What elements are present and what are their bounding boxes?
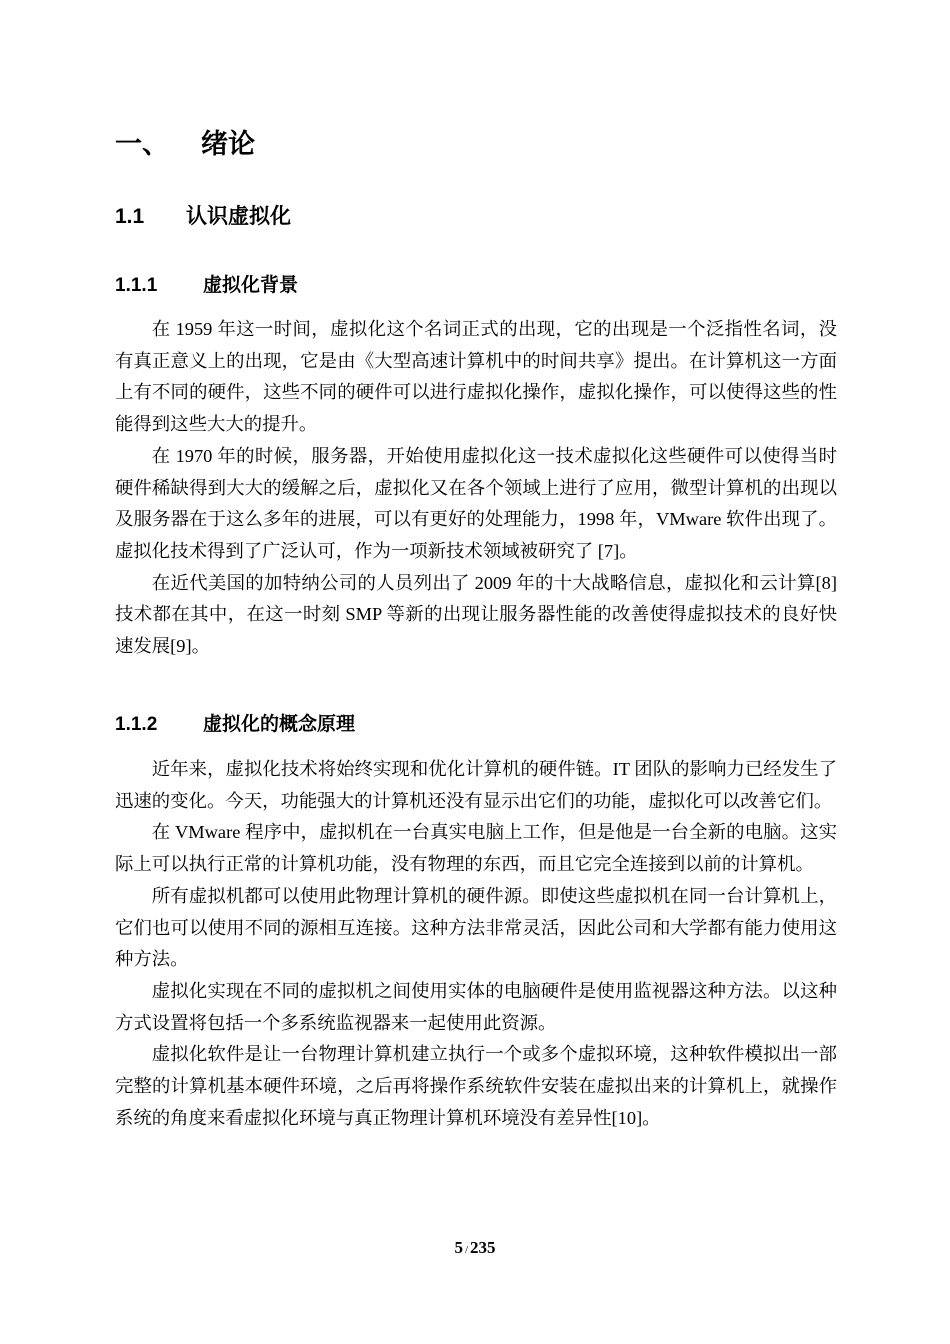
chapter-title: 绪论 <box>201 129 255 159</box>
subsection-heading <box>115 709 355 736</box>
paragraph: 近年来，虚拟化技术将始终实现和优化计算机的硬件链。IT 团队的影响力已经发生了迅速的变化。今天，功能强大的计算机还没有显示出它们的功能，虚拟化可以改善它们。 <box>115 759 837 811</box>
paragraph: 虚拟化实现在不同的虚拟机之间使用实体的电脑硬件是使用监视器这种方法。以这种方式设置将包括一个多系统监视器来一起使用此资源。 <box>115 980 837 1033</box>
subsection-number: 1.1.2 <box>115 714 158 735</box>
subsection-body <box>115 314 837 663</box>
paragraph: 在 1970 年的时候，服务器，开始使用虚拟化这一技术虚拟化这些硬件可以使得当时硬件稀缺得到大大的缓解之后，虚拟化又在各个领域上进行了应用，微型计算机的出现以及服务器在于这么多年的进展，可以有更好的处理能力，1998 年，VMware 软件出现了。虚拟化技术得到了广泛认可，作为一项新技术领域被研究了 [7]。 <box>115 445 837 561</box>
current-page: 5 <box>454 1238 463 1257</box>
section-heading <box>115 200 291 230</box>
chapter-number: 一、 <box>115 129 169 159</box>
chapter-heading <box>115 122 255 161</box>
total-pages: 235 <box>470 1238 496 1257</box>
subsection-title: 虚拟化的概念原理 <box>203 714 356 735</box>
section-title: 认识虚拟化 <box>186 205 291 228</box>
subsection-heading <box>115 270 298 297</box>
paragraph: 所有虚拟机都可以使用此物理计算机的硬件源。即使这些虚拟机在同一台计算机上，它们也可以使用不同的源相互连接。这种方法非常灵活，因此公司和大学都有能力使用这种方法。 <box>115 885 837 970</box>
subsection-title: 虚拟化背景 <box>203 275 299 296</box>
page-number <box>0 1238 950 1258</box>
paragraph: 在 VMware 程序中，虚拟机在一台真实电脑上工作，但是他是一台全新的电脑。这实际上可以执行正常的计算机功能，没有物理的东西，而且它完全连接到以前的计算机。 <box>115 822 837 875</box>
paragraph: 在近代美国的加特纳公司的人员列出了 2009 年的十大战略信息，虚拟化和云计算[8]技术都在其中，在这一时刻 SMP 等新的出现让服务器性能的改善使得虚拟技术的良好快速发展[9]。 <box>115 572 837 657</box>
subsection-body <box>115 754 837 1134</box>
page-separator: / <box>464 1244 469 1256</box>
section-number: 1.1 <box>115 205 145 228</box>
subsection-number: 1.1.1 <box>115 275 158 296</box>
paragraph: 在 1959 年这一时间，虚拟化这个名词正式的出现，它的出现是一个泛指性名词，没有真正意义上的出现，它是由《大型高速计算机中的时间共享》提出。在计算机这一方面上有不同的硬件，这些不同的硬件可以进行虚拟化操作，虚拟化操作，可以使得这些的性能得到这些大大的提升。 <box>115 319 837 435</box>
paragraph: 虚拟化软件是让一台物理计算机建立执行一个或多个虚拟环境，这种软件模拟出一部完整的计算机基本硬件环境，之后再将操作系统软件安装在虚拟出来的计算机上，就操作系统的角度来看虚拟化环境与真正物理计算机环境没有差异性[10]。 <box>115 1044 837 1128</box>
